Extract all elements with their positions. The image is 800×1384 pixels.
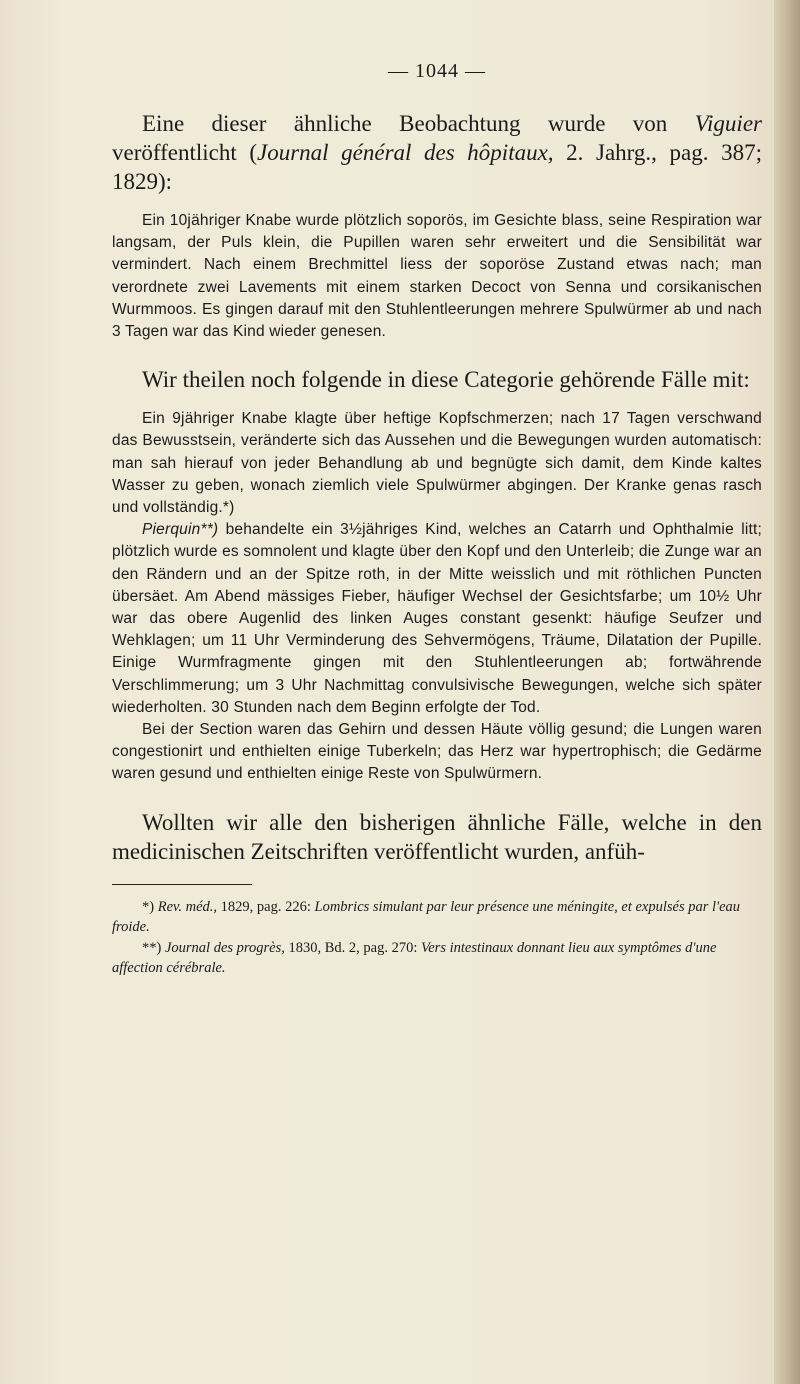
page-number: — 1044 —: [388, 60, 486, 82]
section-findings-paragraph: Bei der Section waren das Gehirn und dessen Häute völlig gesund; die Lungen waren congestionirt und enthielten einige Tuberkeln; das Herz war hypertrophisch; die Gedärme waren gesund und enthielten einige Reste von Spulwürmern.: [112, 721, 762, 783]
footnote-2: **) Journal des progrès, 1830, Bd. 2, pag. 270: Vers intestinaux donnant lieu aux symptômes d'une affection cérébrale.: [112, 939, 717, 977]
page-edge: [774, 0, 800, 1384]
case-2-paragraph: Ein 9jähriger Knabe klagte über heftige Kopfschmerzen; nach 17 Tagen verschwand das Bewusstsein, veränderte sich das Aussehen und die Bewegungen wurden automatisch: man sah hierauf von jeder Behandlung ab und begnügte sich damit, dem Kinde kaltes Wasser zu geben, wonach ziemlich viele Spulwürmer abgingen. Der Kranke genas rasch und vollständig.*): [112, 410, 762, 517]
closing-paragraph: Wollten wir alle den bisherigen ähnliche Fälle, welche in den medicinischen Zeitschriften veröffentlicht wurden, anfüh-: [112, 809, 762, 864]
footnote-1: *) Rev. méd., 1829, pag. 226: Lombrics simulant par leur présence une méningite, et expulsés par l'eau froide.: [112, 898, 741, 936]
case-1-paragraph: Ein 10jähriger Knabe wurde plötzlich soporös, im Gesichte blass, seine Respiration war langsam, der Puls klein, die Pupillen waren sehr erweitert und die Sensibilität war vermindert. Nach einem Brechmittel liess der soporöse Zustand etwas nach; man verordnete zwei Lavements mit einem starken Decoct von Senna und corsikanischen Wurmmoos. Es gingen darauf mit den Stuhlentleerungen mehrere Spulwürmer ab und nach 3 Tagen war das Kind wieder genesen.: [112, 212, 762, 341]
page-content: [112, 60, 762, 979]
intro-paragraph: Eine dieser ähnliche Beobachtung wurde von Viguier veröffentlicht (Journal général des hôpitaux, 2. Jahrg., pag. 387; 1829):: [112, 111, 762, 194]
case-3-paragraph: Pierquin**) behandelte ein 3½jähriges Kind, welches an Catarrh und Ophthalmie litt; plötzlich wurde es somnolent und klagte über den Kopf und den Unterleib; die Zunge war an den Rändern und an der Spitze roth, in der Mitte weisslich und mit röthlichen Puncten übersäet. Am Abend mässiges Fieber, häufiger Wechsel der Gesichtsfarbe; um 10½ Uhr war das obere Augenlid des linken Auges constant gesenkt: häufige Seufzer und Wehklagen; um 11 Uhr Verminderung des Sehvermögens, Träume, Dilatation der Pupille. Einige Wurmfragmente gingen mit den Stuhlentleerungen ab; fortwährende Verschlimmerung; um 3 Uhr Nachmittag convulsivische Bewegungen, welche sich später wiederholten. 30 Stunden nach dem Beginn erfolgte der Tod.: [112, 521, 762, 716]
footnote-rule: [112, 884, 252, 885]
section-intro-paragraph: Wir theilen noch folgende in diese Categorie gehörende Fälle mit:: [142, 367, 750, 393]
